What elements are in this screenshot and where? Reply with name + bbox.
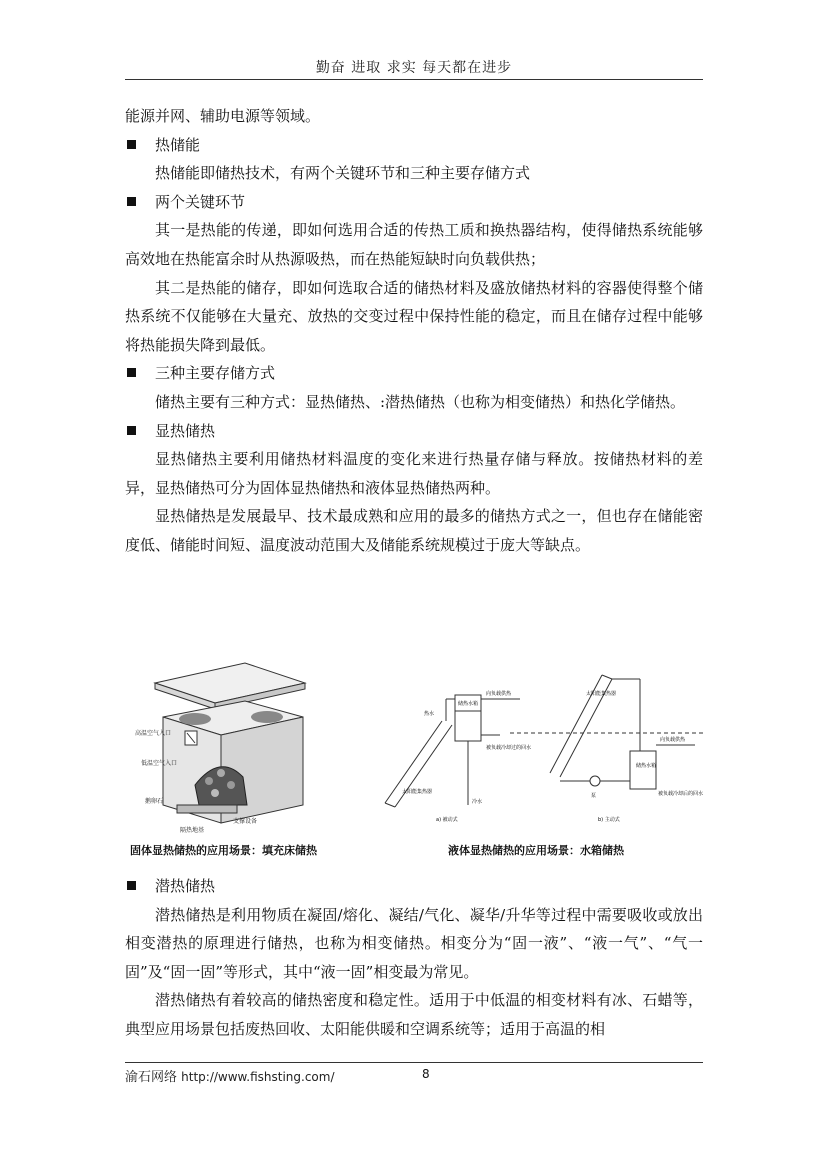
packed-bed-figure: [125, 655, 385, 870]
main-content: [125, 102, 703, 560]
page-number: 8: [422, 1067, 430, 1081]
label-to-load-b: 向负载供热: [660, 737, 686, 743]
main-content-continued: [125, 872, 703, 1044]
label-active: b) 主动式: [598, 817, 620, 823]
paragraph: 其一是热能的传递，即如何选用合适的传热工质和换热器结构，使得储热系统能够高效地在热能富余时从热源吸热，而在热能短缺时向负载供热；: [125, 221, 703, 268]
label-passive: a) 被动式: [436, 817, 458, 823]
section-heading-three-methods: 三种主要存储方式: [125, 359, 703, 388]
label-return-a: 被负载冷却过的回水: [486, 745, 532, 751]
page-footer: [125, 1062, 703, 1093]
label-hot-inlet: 高温空气入口: [135, 730, 172, 737]
paragraph: 能源并网、辅助电源等领域。: [125, 107, 321, 125]
paragraph: 其二是热能的储存，即如何选取合适的储热材料及盛放储热材料的容器使得整个储热系统不仅能够在大量充、放热的交变过程中保持性能的稳定，而且在储存过程中能够将热能损失降到最低。: [125, 278, 703, 354]
bullet-square-icon: [127, 197, 136, 206]
figure-row: [125, 655, 703, 870]
bullet-square-icon: [127, 368, 136, 377]
paragraph: 储热主要有三种方式：显热储热、:潜热储热（也称为相变储热）和热化学储热。: [155, 392, 686, 411]
label-insulation: 隔热地基: [180, 827, 205, 834]
label-pump: 泵: [591, 793, 597, 799]
footer-url[interactable]: http://www.fishsting.com/: [181, 1070, 335, 1084]
label-tank-a: 储热水箱: [458, 701, 479, 707]
label-return-b: 被负载冷却后的回水: [658, 791, 704, 797]
label-to-load-a: 向负载供热: [486, 691, 512, 697]
section-heading-two-links: 两个关键环节: [125, 188, 703, 217]
bullet-square-icon: [127, 426, 136, 435]
section-heading-sensible: 显热储热: [125, 417, 703, 446]
paragraph: 潜热储热有着较高的储热密度和稳定性。适用于中低温的相变材料有冰、石蜡等，典型应用场景包括废热回收、太阳能供暖和空调系统等；适用于高温的相: [125, 991, 703, 1038]
page-header: [125, 0, 703, 80]
label-collector-a: 太阳能集热器: [402, 789, 433, 795]
right-figure-caption: 液体显热储热的应用场景：水箱储热: [448, 844, 624, 857]
label-tank-b: 储热水箱: [636, 763, 657, 769]
footer-site: [125, 1066, 335, 1085]
label-support: 支撑设备: [233, 818, 258, 825]
section-heading-thermal: 热储能: [125, 131, 703, 160]
paragraph: 显热储热是发展最早、技术最成熟和应用的最多的储热方式之一，但也存在储能密度低、储能时间短、温度波动范围大及储能系统规模过于庞大等缺点。: [125, 507, 703, 554]
header-motto: 勤奋 进取 求实 每天都在进步: [315, 60, 513, 76]
paragraph: 潜热储热是利用物质在凝固/熔化、凝结/气化、凝华/升华等过程中需要吸收或放出相变潜热的原理进行储热，也称为相变储热。相变分为“固一液”、“液一气”、“气一固”及“固一固”等形式，其中“液一固”相变最为常见。: [125, 905, 703, 981]
label-hot-water: 热水: [424, 711, 435, 717]
label-cold-inlet: 低温空气入口: [141, 760, 178, 767]
label-rock: 鹅卵石: [145, 798, 164, 805]
footer-site-name: 渝石网络: [125, 1070, 178, 1085]
label-collector-b: 太阳能集热器: [586, 691, 617, 697]
packed-bed-illustration: [125, 655, 385, 840]
bullet-square-icon: [127, 881, 136, 890]
section-heading-latent: 潜热储热: [125, 872, 703, 901]
left-figure-caption: 固体显热储热的应用场景：填充床储热: [130, 844, 317, 857]
paragraph: 显热储热主要利用储热材料温度的变化来进行热量存储与释放。按储热材料的差异，显热储热可分为固体显热储热和液体显热储热两种。: [125, 450, 703, 497]
water-tank-figure: [380, 655, 705, 870]
bullet-square-icon: [127, 140, 136, 149]
paragraph: 热储能即储热技术，有两个关键环节和三种主要存储方式: [155, 164, 531, 183]
label-cold-water: 冷水: [472, 799, 483, 805]
water-tank-diagram: [380, 655, 705, 840]
